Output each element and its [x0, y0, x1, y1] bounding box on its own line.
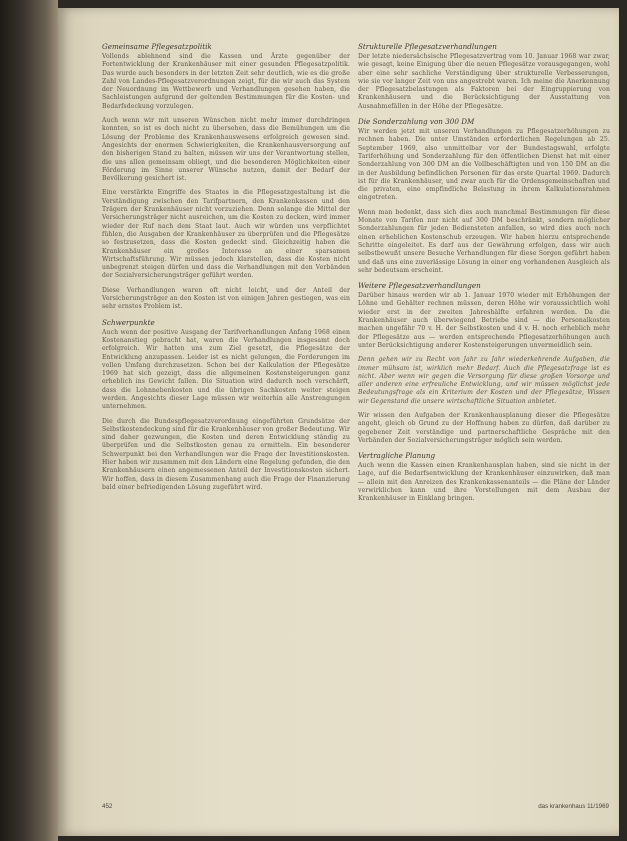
document-page — [58, 8, 619, 836]
section-heading: Schwerpunkte — [102, 317, 155, 327]
book-spine-shadow — [0, 0, 58, 841]
page-number: 452 — [102, 803, 113, 810]
body-paragraph: Auch wenn der positive Ausgang der Tarifverhandlungen Anfang 1968 einen Kostenanstieg gebracht hat, waren die Verhandlungen insgesamt doch erfolgreich. Wir hatten uns zum Ziel gesetzt, die Pflegesätze der Entwicklung anzupassen. Leider ist es nicht gelungen, die Forderungen im vollen Umfang durchzusetzen. Schon bei der Kalkulation der Pflegesätze 1969 hat sich gezeigt, dass die allgemeinen Kostensteigerungen ganz erheblich ins Gewicht fallen. Die Situation wird dadurch noch verschärft, dass die Lohnnebenkosten und die übrigen Sachkosten weiter steigen werden. Angesichts dieser Lage müssen wir weiterhin alle Anstrengungen unternehmen. — [102, 328, 350, 411]
body-paragraph: Auch wenn die Kassen einen Krankenhausplan haben, sind sie nicht in der Lage, auf die Bedarfsentwicklung der Krankenhäuser einzuwirken, daß man — allein mit den Anreizen des Krankenkassenanteils — die Pläne der Länder verwirklichen kann und ihre Vorstellungen mit dem Ausbau der Krankenhäuser in Einklang bringen. — [358, 462, 610, 503]
right-column — [358, 42, 610, 510]
body-paragraph: Wir wissen den Aufgaben der Krankenhausplanung dieser die Pflegesätze angeht, gleich ob Grund zu der Hoffnung haben zu dürfen, daß darüber zu gegebener Zeit verständige und partnerschaftliche Gespräche mit den Verbänden der Sozialversicherungsträger möglich sein werden. — [358, 411, 610, 444]
section-heading: Vertragliche Planung — [358, 451, 436, 461]
journal-footer: das krankenhaus 11/1969 — [538, 803, 609, 810]
left-column — [102, 42, 350, 498]
section-heading: Strukturelle Pflegesatzverhandlungen — [358, 42, 497, 51]
body-paragraph: Vollends ablehnend sind die Kassen und Ärzte gegenüber der Fortentwicklung der Krankenhäuser mit einer gesunden Pflegesatzpolitik. Das wurde auch besonders in der letzten Zeit sehr deutlich, wie es die große Zahl von Landes-Pflegesatzverordnungen zeigt, für die wir auch das System der Neuordnung im Wettbewerb und Verhandlungen gesehen haben, die Sachleistungen aufgrund der geltenden Bestimmungen für die Kosten- und Bedarfsdeckung vorzulegen. — [102, 53, 350, 110]
section-heading: Gemeinsame Pflegesatzpolitik — [102, 42, 212, 51]
body-paragraph: Auch wenn wir mit unseren Wünschen nicht mehr immer durchdringen konnten, so ist es doch nicht zu übersehen, dass die Bemühungen um die Lösung der Probleme des Krankenhauswesens erfolgreich gewesen sind. Angesichts der enormen Schwierigkeiten, die Krankenhausversorgung auf den bisherigen Stand zu halten, müssen wir uns der Verantwortung stellen, die uns allen gemeinsam obliegt, und die besonderen Möglichkeiten einer Förderung im Sinne unserer Wünsche nutzen, damit der Bedarf der Bevölkerung gesichert ist. — [102, 117, 350, 183]
body-paragraph: Wir werden jetzt mit unseren Verhandlungen zu Pflegesatzerhöhungen zu rechnen haben. Die unter Umständen erforderlichen Regelungen ab 25. September 1969, also unmittelbar vor der Bundestagswahl, erfolgte Tariferhöhung und Sonderzahlung für den öffentlichen Dienst hat mit einer Sonderzahlung von 300 DM an die Vollbeschäftigten und von 150 DM an die in der Ausbildung befindlichen Personen für das erste Quartal 1969. Dadurch ist für die Krankenhäuser, und zwar auch für die Ordensgemeinschaften und die privaten, eine empfindliche Belastung in ihrem Kalkulationsrahmen eingetreten. — [358, 128, 610, 202]
section-heading: Weitere Pflegesatzverhandlungen — [358, 281, 481, 291]
body-paragraph: Denn gehen wir zu Recht von Jahr zu Jahr wiederkehrende Aufgaben, die immer mühsam ist, wirklich mehr Bedarf. Auch die Pflegesatzfrage ist es nicht. Aber wenn wir gegen die Versorgung für diese großen Vorsorge und aller anderen eine erfreuliche Entwicklung, und wir müssen möglichst jede Bedeutungsfrage als ein Kriterium der Kosten und der Pflegesätze, Wissen wir Gegenstand die unsere wirtschaftliche Situation anbietet. — [358, 356, 610, 405]
section-heading: Die Sonderzahlung von 300 DM — [358, 117, 475, 127]
body-paragraph: Wenn man bedenkt, dass sich dies auch manchmal Bestimmungen für diese Monate von Tarifen nur nicht auf 300 DM beschränkt, sondern möglicher Sonderzahlungen für jeden Bediensteten anfallen, so wird dies auch noch einen erheblichen Kostenschub erzeugen. Wir haben hierzu entsprechende Schritte eingeleitet. Es darf aus der Gewährung erfolgen, dass wir auch selbstbewußt unsere Besuche Verhandlungen für diese Sorgen geführt haben und daß uns eine zuverlässige Lösung in einer eng vorhandenen Ausgleich als sehr bedeutsam erscheint. — [358, 208, 610, 274]
body-paragraph: Darüber hinaus werden wir ab 1. Januar 1970 wieder mit Erhöhungen der Löhne und Gehälter rechnen müssen, deren Höhe wir voraussichtlich wohl wieder erst in der zweiten Jahreshälfte erfahren werden. Da die Krankenhäuser auch überwiegend Betriebe sind — die Personalkosten machen ungefähr 70 v. H. der Selbstkosten und 4 v. H. noch erheblich mehr der Pflegesätze aus — werden entsprechende Pflegesatzerhöhungen auch unter Berücksichtigung anderer Kostensteigerungen unvermeidlich sein. — [358, 292, 610, 349]
body-paragraph: Die durch die Bundespflegesatzverordnung eingeführten Grundsätze der Selbstkostendeckung sind für die Krankenhäuser von großer Bedeutung. Wir sind daher gezwungen, die Kosten und deren Entwicklung ständig zu überprüfen und die Selbstkosten genau zu ermitteln. Ein besonderer Schwerpunkt bei den Verhandlungen war die Frage der Investitionskosten. Hier haben wir zusammen mit den Ländern eine Regelung gefunden, die den Krankenhäusern einen angemessenen Anteil der Investitionskosten sichert. Wir hoffen, dass in diesem Zusammenhang auch die Frage der Finanzierung bald einer befriedigenden Lösung zugeführt wird. — [102, 417, 350, 491]
body-paragraph: Eine verstärkte Eingriffe des Staates in die Pflegesatzgestaltung ist die Verständigung zwischen den Tarifpartnern, den Krankenkassen und den Trägern der Krankenhäuser nicht vorzuziehen. Denn solange die Mittel der Versicherungsträger nicht ausreichen, um die Kosten zu decken, wird immer wieder der Ruf nach dem Staat laut. Auch wir würden uns verpflichtet fühlen, die Ausgaben der Krankenhäuser zu überprüfen und die Pflegesätze so festzusetzen, dass die Kosten gedeckt sind. Gleichzeitig haben die Krankenhäuser ein großes Interesse an einer sparsamen Wirtschaftsführung. Wir müssen jedoch klarstellen, dass die Kosten nicht unbegrenzt steigen dürfen und dass die Verhandlungen mit den Verbänden der Sozialversicherungsträger geführt werden. — [102, 189, 350, 280]
body-paragraph: Diese Verhandlungen waren oft nicht leicht, und der Anteil der Versicherungsträger an den Kosten ist von einigen Jahren gestiegen, was ein sehr ernstes Problem ist. — [102, 286, 350, 311]
body-paragraph: Der letzte niedersächsische Pflegesatzvertrag vom 10. Januar 1968 war zwar, wie gesagt, keine Einigung über die neuen Pflegesätze vorausgegangen, wohl aber eine sehr sachliche Verständigung über strukturelle Verbesserungen, wie sie vor langer Zeit von uns angestrebt waren. Ich meine die Anerkennung der Pflegesatzbelastungen als Faktoren bei der Eingruppierung von Krankenhäusern und die Berücksichtigung der Ausstattung von Ausnahmefällen in der Höhe der Pflegesätze. — [358, 53, 610, 110]
